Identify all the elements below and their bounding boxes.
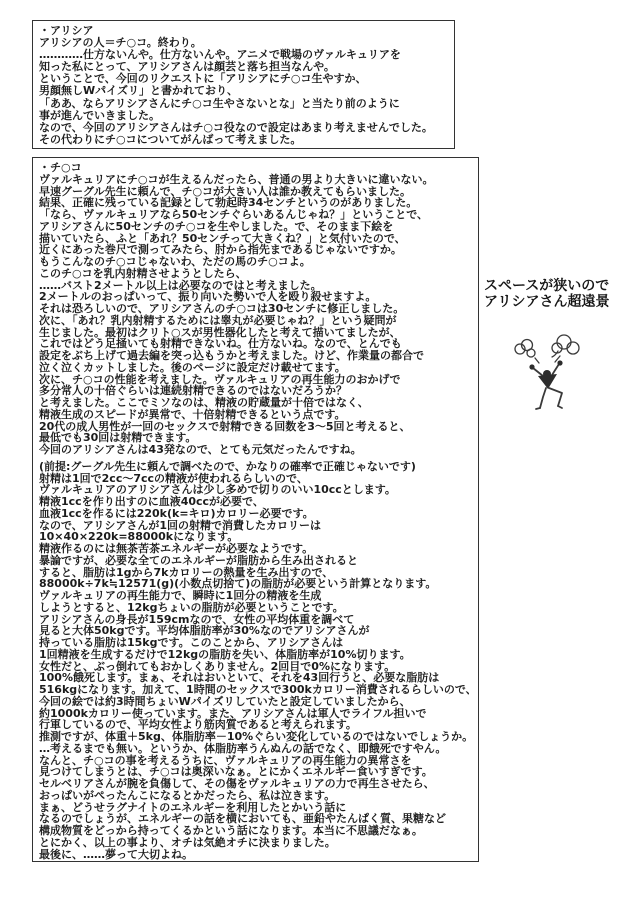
text-line: …………仕方ないんや。仕方ないんや。アニメで戦場のヴァルキュリアを: [39, 48, 401, 62]
text-line: とにかく、以上の事より、オチは気絶オチに決まりました。: [39, 835, 336, 849]
chinko-notes-paragraph-1: [39, 162, 472, 456]
text-line: 次に、「あれ？乳内射精するためには睾丸が必要じゃね？」という疑問が: [39, 313, 397, 327]
text-line: アリシアさんの身長が159cmなので、女性の平均体重を調べて: [39, 612, 355, 626]
text-line: 描いていたら、ふと「あれ？50センチって大きくね？」と気付いたので、: [39, 231, 406, 245]
alicia-intro-box: [32, 20, 455, 149]
text-line: 100%餓死します。まぁ、それはおいといて、それを43回行うと、必要な脂肪は: [39, 671, 440, 685]
text-line: 10×40×220k=88000kになります。: [39, 530, 239, 544]
text-line: なので、今回のアリシアさんはチ○コ役なので設定はあまり考えませんでした。: [39, 120, 433, 134]
text-line: 射精は1回で2cc～7ccの精液が使われるらしいので、: [39, 471, 308, 485]
text-line: 2メートルのおっぱいって、振り向いた勢いで人を殴り殺せますよ。: [39, 290, 377, 304]
text-line: 精液作るのには無茶苦茶エネルギーが必要なようです。: [39, 542, 314, 555]
text-line: ヴァルキュリアにチ○コが生えるんだったら、普通の男より大きいに違いない。: [39, 172, 434, 186]
text-line: 推測ですが、体重＋5kg、体脂肪率－10%ぐらい変化しているのではないでしょうか。: [39, 730, 474, 743]
text-line: 設定をぶち上げて過去編を突っ込もうかと考えました。けど、作業量の都合で: [39, 349, 424, 362]
text-line: 今回のアリシアさんは43発なので、とても元気だったんですね。: [39, 443, 362, 456]
text-line: 泣く泣くカットしました。後のページに設定だけ載せてます。: [39, 360, 346, 374]
text-line: 約1000kカロリー使っています。また、アリシアさんは軍人でライフル担いで: [39, 706, 427, 720]
text-line: なんと、チ○コの事を考えるうちに、ヴァルキュリアの再生能力の異常さを: [39, 753, 412, 767]
alicia-intro-lines: [39, 25, 448, 146]
text-line: これではどう足掻いても射精できないね。仕方ないね。なので、とんでも: [39, 337, 402, 351]
text-line: ・チ○コ: [39, 161, 82, 174]
text-line: 事が進んでいきました。: [39, 108, 160, 122]
text-line: 近くにあった巻尺で測ってみたら、肘から指先まであるじゃないですか。: [39, 243, 402, 257]
text-line: 多分常人の十倍ぐらいは連続射精できるのではないだろうか？: [39, 384, 347, 398]
text-line: と考えました。ここでミソなのは、精液の貯蔵量が十倍ではなく、: [39, 396, 369, 409]
text-line: アリシアの人＝チ○コ。終わり。: [39, 36, 202, 50]
text-line: 見つけてしまうとは、チ○コは奥深いなぁ。とにかくエネルギー食いすぎです。: [39, 765, 433, 779]
text-line: 構成物質をどっから持ってくるかという話になります。本当に不思議だなぁ。: [39, 824, 423, 837]
margin-caption-line-1: スペースが狭いので: [484, 278, 610, 294]
text-line: 516kgになります。加えて、1時間のセックスで300kカロリー消費されるらしいので、: [39, 683, 477, 696]
text-line: ・アリシア: [39, 24, 94, 37]
chinko-notes-box: [32, 157, 479, 862]
text-line: 行軍しているので、平均女性より筋肉質であると考えられます。: [39, 718, 357, 732]
text-line: 88000k÷7k≒12571(g)(小数点切捨て)の脂肪が必要という計算となります。: [39, 577, 437, 591]
text-line: 次に、チ○コの性能を考えました。ヴァルキュリアの再生能力のおかげで: [39, 372, 401, 386]
text-line: ヴァルキュリアのアリシアさんは少し多めで切りのいい10ccとします。: [39, 483, 396, 497]
text-line: セルベリアさんが腕を負傷して、その傷をヴァルキュリアの力で再生させたら、: [39, 777, 435, 790]
text-line: 暴論ですが、必要な全てのエネルギーが脂肪から生み出されると: [39, 553, 358, 567]
text-line: 女性だと、ぶっ倒れてもおかしくありません。2回目で0%になります。: [39, 659, 396, 673]
text-line: しようとすると、12kgちょいの脂肪が必要ということです。: [39, 600, 344, 614]
text-line: …考えるまでも無い。というか、体脂肪率うんぬんの話でなく、即餓死ですやん。: [39, 741, 447, 755]
text-line: 最後に、……夢って大切よね。: [39, 847, 193, 861]
panicked-stick-figure-doodle: [503, 331, 591, 415]
text-line: まぁ、どうせラグナイトのエネルギーを利用したとかいう話に: [39, 800, 347, 814]
text-line: (前提:グーグル先生に頼んで調べたので、かなりの確率で正確じゃないです): [39, 459, 416, 473]
text-line: 精液1ccを作り出すのに血液40ccが必要で、: [39, 495, 264, 508]
margin-caption-line-2: アリシアさん超遠景: [484, 293, 610, 310]
text-line: 見ると大体50kgです。平均体脂肪率が30%なのでアリシアさんが: [39, 624, 370, 638]
text-line: 1回精液を生成するだけで12kgの脂肪を失い、体脂肪率が10%切ります。: [39, 647, 411, 661]
text-line: 知った私にとって、アリシアさんは顔芸と落ち担当なんや。: [39, 60, 335, 74]
text-line: 今回の絵では約3時間ちょいWパイズリしていたと設定していましたから、: [39, 694, 411, 708]
text-line: 血液1ccを作るには220k(k=キロ)カロリー必要です。: [39, 506, 314, 520]
text-line: おっぱいがぺったんこになるとかだったら、私は泣きます。: [39, 788, 336, 802]
text-line: それは恐ろしいので、アリシアさんのチ○コは30センチに修正しました。: [39, 302, 405, 315]
text-line: 最低でも30回は射精できます。: [39, 431, 197, 445]
text-line: ……バスト2メートル以上は必要なのではと考えました。: [39, 278, 322, 292]
text-line: もうこんなのチ○コじゃないわ、ただの馬のチ○コよ。: [39, 255, 311, 268]
text-line: 「なら、ヴァルキュリアなら50センチぐらいあるんじゃね？」ということで、: [39, 208, 428, 221]
chinko-notes-paragraph-2: [39, 459, 477, 861]
text-line: なので、アリシアさんが1回の射精で消費したカロリーは: [39, 518, 321, 532]
text-line: なるのでしょうが、エネルギーの話を横においても、亜鉛やたんぱく質、果糖など: [39, 812, 446, 826]
text-line: 早速グーグル先生に頼んで、チ○コが大きい人は誰か教えてもらいました。: [39, 184, 412, 198]
text-line: 生じました。最初はクリト○スが男性器化したと考えて描いてましたが、: [39, 325, 401, 339]
text-line: 「ああ、ならアリシアさんにチ○コ生やさないとな」と当たり前のように: [39, 96, 400, 110]
margin-caption: [484, 279, 635, 310]
text-line: ということで、今回のリクエストに「アリシアにチ○コ生やすか、: [39, 72, 367, 86]
text-line: 結果、正確に残っている記録として勃起時34センチというのがありました。: [39, 196, 418, 210]
text-line: 精液生成のスピードが異常で、十倍射精できるという点です。: [39, 407, 346, 421]
text-line: ヴァルキュリアの再生能力で、瞬時に1回分の精液を生成: [39, 589, 322, 602]
text-line: このチ○コを乳内射精させようとしたら、: [39, 266, 247, 280]
text-line: すると、脂肪は1gから7kカロリーの熱量を生み出すので、: [39, 565, 334, 579]
text-line: 男顔無しWパイズリ」と書かれており、: [39, 84, 239, 98]
text-line: 20代の成人男性が一回のセックスで射精できる回数を3～5回と考えると、: [39, 419, 411, 433]
text-line: 持っている脂肪は15kgです。このことから、アリシアさんは: [39, 636, 344, 649]
text-line: アリシアさんに50センチのチ○コを生やしました。で、そのまま下絵を: [39, 219, 394, 233]
text-line: その代わりにチ○コについてがんばって考えました。: [39, 132, 302, 146]
